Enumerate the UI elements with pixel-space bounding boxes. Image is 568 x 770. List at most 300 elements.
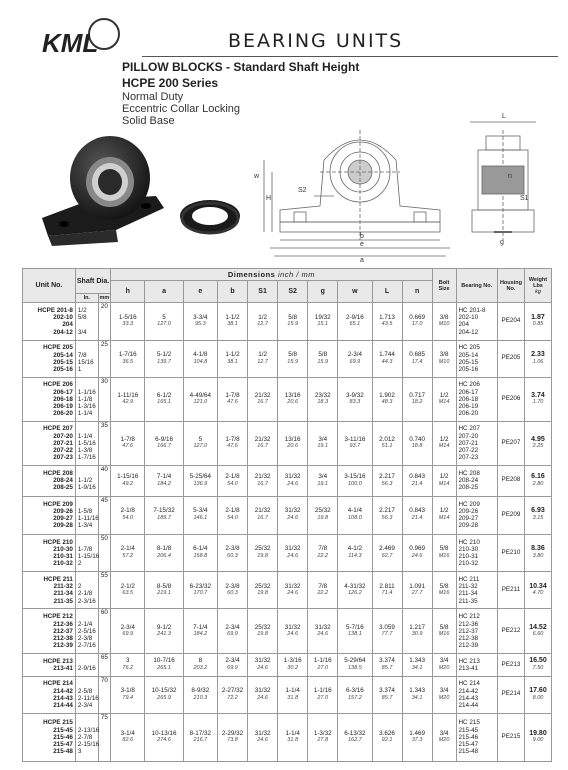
dim-inch: 31/32 <box>284 623 301 631</box>
bearing-no-cell-line: 210-32 <box>458 560 479 568</box>
dim-mm: 38.1 <box>227 321 238 328</box>
dim-mm: 18.8 <box>411 443 423 450</box>
shaft-inch-cell-line <box>78 381 98 388</box>
shaft-inch-cell-line: 1-5/8 <box>77 507 93 515</box>
dim-mm: 71.4 <box>381 590 393 597</box>
title-rule <box>142 56 558 57</box>
dim-inch: 3.374 <box>379 687 395 695</box>
dim-inch: 1.343 <box>409 657 425 665</box>
housing-no-cell: PE214 <box>497 676 524 713</box>
unit-no-cell-line: HCPE 208 <box>43 469 73 477</box>
dim-inch: 2-1/8 <box>120 507 135 515</box>
col-e: e <box>183 281 217 303</box>
dim-mm: 65.1 <box>349 321 361 328</box>
table-row <box>23 340 552 377</box>
dim-e-cell <box>183 303 217 341</box>
dim-g-cell <box>308 572 338 609</box>
dim-s1-cell <box>248 676 278 713</box>
bearing-no-cell-line: HC 214 <box>458 680 480 688</box>
dim-mm: 24.6 <box>287 590 299 597</box>
unit-no-cell-line: 211-34 <box>53 590 73 598</box>
dim-inch: 1-11/16 <box>117 391 139 399</box>
dim-e-cell <box>183 465 217 496</box>
dim-inch: 2-1/2 <box>120 582 135 590</box>
bolt-size-cell <box>432 713 456 761</box>
col-g: g <box>308 281 338 303</box>
housing-no-cell: PE204 <box>497 303 524 341</box>
col-weight: Weight Lbs kg <box>524 269 551 303</box>
dim-inch: 5 <box>162 313 166 321</box>
dim-mm: 19.8 <box>317 515 329 522</box>
dim-inch: 4-31/32 <box>344 582 366 590</box>
dim-s1-cell <box>248 534 278 572</box>
shaft-inch-cell-line <box>78 539 98 546</box>
dim-mm: 36.5 <box>122 358 134 365</box>
dim-mm: 21.4 <box>411 480 423 487</box>
dim-mm: 15.9 <box>287 321 299 328</box>
shaft-inch-cell-line: 2-1/4 <box>77 620 93 628</box>
unit-no-cell <box>23 713 76 761</box>
dim-inch: 2-3/4 <box>347 351 363 359</box>
dim-mm: 83.3 <box>349 399 361 406</box>
dim-s2-cell <box>278 496 308 534</box>
bearing-no-cell-line: 207-23 <box>458 454 479 462</box>
dim-mm: 136.9 <box>193 480 208 487</box>
dim-label-S2: S2 <box>298 187 307 194</box>
bolt-size-cell <box>432 465 456 496</box>
dim-inch: 3/4 <box>318 472 328 480</box>
dim-inch: 19/32 <box>314 313 331 321</box>
dim-inch: 10-15/32 <box>151 687 177 695</box>
bearing-no-cell-line: 204-12 <box>458 328 479 336</box>
dim-mm: 265.9 <box>157 694 171 701</box>
dim-inch: 8-17/32 <box>189 729 212 737</box>
dim-inch: 1-7/8 <box>225 435 240 443</box>
dim-mm: 93.7 <box>349 443 361 450</box>
dim-mm: 63.5 <box>122 590 134 597</box>
col-s2: S2 <box>278 281 308 303</box>
dim-inch: 5-3/4 <box>193 507 208 515</box>
dim-label-e: e <box>360 241 364 248</box>
dim-inch: 1-7/8 <box>225 391 240 399</box>
shaft-inch-cell-line: 1-1/16 <box>77 388 96 396</box>
shaft-inch-cell <box>75 303 98 341</box>
dim-inch: 2-27/32 <box>221 687 244 695</box>
dim-mm: 241.3 <box>157 631 171 638</box>
bearing-no-cell-line: 211-32 <box>458 583 478 591</box>
bearing-no-cell-line: HC 215 <box>458 719 480 727</box>
bolt-size-cell <box>432 676 456 713</box>
shaft-inch-cell-line <box>78 425 98 432</box>
dim-b-cell <box>217 496 247 534</box>
dim-inch: 21/32 <box>254 435 271 443</box>
shaft-inch-cell-line: 2-3/4 <box>77 702 93 710</box>
dim-inch: 2-3/4 <box>225 623 240 631</box>
weight-kg: 2.80 <box>532 480 544 487</box>
dim-mm: 24.6 <box>287 515 299 522</box>
dim-h-cell <box>111 303 145 341</box>
shaft-inch-cell-line: 1-3/16 <box>77 402 96 410</box>
dim-s2-cell <box>278 465 308 496</box>
dim-inch: 0.669 <box>409 313 425 321</box>
dim-L-cell <box>372 340 402 377</box>
dim-L-cell <box>372 676 402 713</box>
dim-mm: 56.3 <box>381 515 393 522</box>
dim-n-cell <box>402 421 432 465</box>
dim-label-S1: S1 <box>520 195 529 202</box>
housing-no-cell: PE209 <box>497 496 524 534</box>
col-unit-no: Unit No. <box>23 269 76 303</box>
dim-inch: 1-1/4 <box>285 729 300 737</box>
dim-e-cell <box>183 340 217 377</box>
bearing-no-cell-line: HC 201-8 <box>458 307 486 315</box>
bolt-inch: 3/4 <box>439 729 449 737</box>
weight-kg: 2.25 <box>532 443 544 450</box>
dim-inch: 3/4 <box>318 435 328 443</box>
dimension-drawing <box>250 100 558 262</box>
dim-inch: 1.343 <box>409 687 425 695</box>
dim-a-cell <box>145 303 183 341</box>
dim-n-cell <box>402 572 432 609</box>
dim-label-L: L <box>502 113 506 120</box>
dim-mm: 24.6 <box>257 737 268 744</box>
dim-inch: 0.969 <box>409 545 425 553</box>
dim-b-cell <box>217 572 247 609</box>
shaft-inch-cell-line <box>78 658 98 665</box>
dim-s1-cell <box>248 609 278 654</box>
shaft-inch-cell-line: 1/2 <box>77 307 87 315</box>
bearing-no-cell <box>456 377 497 421</box>
weight-kg: 6.60 <box>532 631 544 638</box>
shaft-mm-cell: 75 <box>98 713 110 761</box>
dim-inch: 3-9/32 <box>345 391 364 399</box>
bolt-metric: M20 <box>438 665 450 672</box>
dim-mm: 166.7 <box>157 443 171 450</box>
bearing-no-cell-line: 206-17 <box>458 388 479 396</box>
dim-b-cell <box>217 340 247 377</box>
bolt-inch: 1/2 <box>439 391 449 399</box>
bearing-no-cell-line: 209-26 <box>458 507 479 515</box>
col-L: L <box>372 281 402 303</box>
shaft-inch-cell-line: 2-13/16 <box>77 726 100 734</box>
shaft-inch-cell <box>75 572 98 609</box>
dim-mm: 60.3 <box>227 590 238 597</box>
shaft-inch-cell-line <box>78 321 98 328</box>
dim-inch: 25/32 <box>254 545 271 553</box>
dim-s2-cell <box>278 572 308 609</box>
dim-mm: 17.4 <box>411 358 423 365</box>
dim-b-cell <box>217 713 247 761</box>
unit-no-cell-line: 210-31 <box>53 552 73 560</box>
shaft-inch-cell-line: 1-3/4 <box>77 522 93 530</box>
weight-cell <box>524 421 551 465</box>
dim-mm: 82.6 <box>122 737 134 744</box>
housing-no-cell: PE215 <box>497 713 524 761</box>
dim-n-cell <box>402 654 432 677</box>
dim-mm: 114.3 <box>348 552 362 559</box>
col-dimensions: Dimensions inch / mm <box>111 269 433 281</box>
dim-mm: 27.7 <box>411 590 423 597</box>
unit-no-cell <box>23 654 76 677</box>
dim-mm: 72.2 <box>227 694 238 701</box>
dim-mm: 16.7 <box>257 443 268 450</box>
dim-inch: 5/8 <box>288 351 298 359</box>
dim-mm: 43.5 <box>381 321 393 328</box>
bearing-no-cell-line: 209-27 <box>458 515 479 523</box>
unit-no-cell-line: 204-12 <box>53 328 73 336</box>
shaft-inch-cell <box>75 676 98 713</box>
dim-inch: 1-5/16 <box>118 313 137 321</box>
shaft-inch-cell-line: 7/8 <box>77 351 87 359</box>
dim-mm: 33.3 <box>122 321 134 328</box>
weight-lbs: 1.87 <box>531 313 545 321</box>
bolt-metric: M16 <box>438 590 450 597</box>
bearing-no-cell-line: 214-44 <box>458 702 479 710</box>
dim-s1-cell <box>248 572 278 609</box>
dim-inch: 7/8 <box>318 582 328 590</box>
shaft-inch-cell-line: 1 <box>77 366 82 374</box>
dim-w-cell <box>338 534 372 572</box>
dim-mm: 27.0 <box>317 694 329 701</box>
bearing-no-cell-line: HC 208 <box>458 469 480 477</box>
dim-mm: 54.0 <box>122 515 134 522</box>
dim-w-cell <box>338 496 372 534</box>
shaft-mm-cell: 20 <box>98 303 110 341</box>
dim-inch: 5-25/64 <box>189 472 212 480</box>
shaft-inch-cell-line: 1-7/8 <box>77 545 93 553</box>
dim-mm: 19.1 <box>317 443 329 450</box>
table-row <box>23 465 552 496</box>
dim-b-cell <box>217 609 247 654</box>
dim-b-cell <box>217 676 247 713</box>
dim-inch: 31/32 <box>284 472 301 480</box>
dim-g-cell <box>308 609 338 654</box>
bolt-inch: 3/4 <box>439 657 449 665</box>
col-in: In. <box>75 294 98 303</box>
dim-s2-cell <box>278 713 308 761</box>
spec-table <box>22 268 552 762</box>
dim-s2-cell <box>278 421 308 465</box>
dim-inch: 5/8 <box>288 313 298 321</box>
shaft-inch-cell-line: 2-15/16 <box>77 740 100 748</box>
table-row <box>23 421 552 465</box>
dim-inch: 31/32 <box>284 545 301 553</box>
bearing-no-cell <box>456 340 497 377</box>
dim-inch: 1-7/8 <box>120 435 135 443</box>
dim-inch: 21/32 <box>254 472 271 480</box>
dim-mm: 15.9 <box>317 358 329 365</box>
weight-lbs: 6.93 <box>531 507 545 515</box>
shaft-inch-cell-line: 1-1/2 <box>77 477 93 485</box>
dim-label-H: H <box>266 195 272 202</box>
bearing-no-cell-line: 212-37 <box>458 627 479 635</box>
shaft-inch-cell-line: 1-3/8 <box>77 446 93 454</box>
dim-a-cell <box>145 496 183 534</box>
dim-mm: 24.6 <box>287 552 299 559</box>
shaft-mm-cell: 30 <box>98 377 110 421</box>
shaft-inch-cell-line: 1-1/4 <box>77 410 93 418</box>
dim-w-cell <box>338 421 372 465</box>
dim-s2-cell <box>278 534 308 572</box>
bearing-no-cell-line: 208-24 <box>458 477 479 485</box>
weight-cell <box>524 534 551 572</box>
bolt-inch: 1/2 <box>439 435 449 443</box>
bearing-no-cell-line: 211-34 <box>458 590 478 598</box>
shaft-inch-cell-line <box>78 501 98 508</box>
unit-no-cell-line: 205-14 <box>53 351 73 359</box>
shaft-inch-cell-line: 1-1/8 <box>77 395 93 403</box>
dim-inch: 6-3/16 <box>345 687 364 695</box>
table-row <box>23 676 552 713</box>
dim-s1-cell <box>248 713 278 761</box>
product-heading: PILLOW BLOCKS - Standard Shaft Height <box>122 60 360 74</box>
bearing-no-cell-line: 205-15 <box>458 358 479 366</box>
table-row <box>23 609 552 654</box>
unit-no-cell-line: 205-16 <box>53 366 73 374</box>
bearing-no-cell-line: 207-20 <box>458 432 479 440</box>
unit-no-cell-line: HCPE 209 <box>43 500 73 508</box>
unit-no-cell <box>23 676 76 713</box>
dim-mm: 170.7 <box>193 590 208 597</box>
housing-no-cell: PE210 <box>497 534 524 572</box>
product-series: HCPE 200 Series <box>122 76 219 90</box>
weight-lbs: 10.34 <box>529 582 547 590</box>
bolt-metric: M14 <box>438 443 450 450</box>
shaft-inch-cell-line: 1-1/4 <box>77 432 93 440</box>
dim-L-cell <box>372 496 402 534</box>
feature-solid-base: Solid Base <box>122 115 175 127</box>
bearing-no-cell-line: 207-21 <box>458 439 479 447</box>
col-bearing-no: Bearing No. <box>456 269 497 303</box>
bolt-metric: M16 <box>438 552 450 559</box>
dim-mm: 24.6 <box>257 694 268 701</box>
weight-kg: 8.00 <box>532 694 544 701</box>
dim-inch: 8-9/32 <box>191 687 210 695</box>
housing-no-cell: PE211 <box>497 572 524 609</box>
dim-a-cell <box>145 676 183 713</box>
dim-mm: 138.1 <box>348 631 362 638</box>
unit-no-cell-line: 214-44 <box>53 702 73 710</box>
dim-mm: 121.0 <box>193 399 208 406</box>
dim-mm: 24.6 <box>287 480 299 487</box>
dim-inch: 3-1/8 <box>120 687 135 695</box>
dim-inch: 8-1/8 <box>156 545 172 553</box>
bearing-no-cell <box>456 654 497 677</box>
dim-mm: 189.7 <box>157 515 171 522</box>
unit-no-cell-line: 205-15 <box>53 358 73 366</box>
dim-h-cell <box>111 534 145 572</box>
spec-table-body <box>23 303 552 762</box>
weight-cell <box>524 465 551 496</box>
table-row <box>23 496 552 534</box>
dim-mm: 19.8 <box>257 552 268 559</box>
dim-mm: 24.6 <box>257 665 268 672</box>
dim-w-cell <box>338 377 372 421</box>
unit-no-cell <box>23 496 76 534</box>
bolt-inch: 3/4 <box>439 687 449 695</box>
dim-mm: 138.5 <box>348 665 362 672</box>
shaft-inch-cell-line: 1-11/16 <box>77 515 99 523</box>
col-b: b <box>217 281 247 303</box>
dim-inch: 1-1/2 <box>225 313 240 321</box>
unit-no-cell-line: HCPE 201-8 <box>37 307 73 315</box>
bearing-no-cell-line: HC 207 <box>458 425 480 433</box>
dim-inch: 5-29/64 <box>344 657 366 665</box>
dim-a-cell <box>145 377 183 421</box>
dim-mm: 44.3 <box>381 358 393 365</box>
unit-no-cell-line: HCPE 213 <box>43 657 73 665</box>
dim-a-cell <box>145 572 183 609</box>
dim-h-cell <box>111 609 145 654</box>
weight-cell <box>524 676 551 713</box>
bearing-no-cell-line: HC 205 <box>458 344 480 352</box>
bearing-no-cell-line: HC 211 <box>458 575 480 583</box>
table-row <box>23 654 552 677</box>
weight-lbs: 14.52 <box>529 623 547 631</box>
bolt-size-cell <box>432 496 456 534</box>
dim-mm: 165.1 <box>157 399 171 406</box>
bearing-no-cell-line: 210-30 <box>458 545 479 553</box>
unit-no-cell-line: 210-30 <box>53 545 73 553</box>
dim-inch: 3-3/4 <box>193 313 208 321</box>
bolt-metric: M14 <box>438 399 450 406</box>
unit-no-cell <box>23 421 76 465</box>
dim-mm: 38.1 <box>227 358 238 365</box>
bearing-no-cell-line: 215-47 <box>458 740 479 748</box>
bearing-no-cell-line: 214-43 <box>458 694 479 702</box>
shaft-inch-cell-line <box>78 719 98 726</box>
col-bolt-size: Bolt Size <box>432 269 456 303</box>
dim-g-cell <box>308 496 338 534</box>
weight-cell <box>524 496 551 534</box>
dim-inch: 2.217 <box>379 472 395 480</box>
dim-inch: 3-1/4 <box>120 729 135 737</box>
dim-g-cell <box>308 534 338 572</box>
dim-inch: 5/8 <box>318 351 328 359</box>
dim-mm: 79.4 <box>122 694 134 701</box>
dim-mm: 48.3 <box>381 399 393 406</box>
unit-no-cell-line: 209-27 <box>53 515 73 523</box>
housing-no-cell: PE206 <box>497 377 524 421</box>
shaft-mm-cell: 60 <box>98 609 110 654</box>
bolt-metric: M10 <box>438 321 450 328</box>
dim-a-cell <box>145 713 183 761</box>
unit-no-cell <box>23 609 76 654</box>
dim-h-cell <box>111 572 145 609</box>
dim-inch: 1/2 <box>258 313 267 321</box>
dim-mm: 108.0 <box>348 515 362 522</box>
bolt-inch: 3/8 <box>439 351 449 359</box>
dim-g-cell <box>308 465 338 496</box>
bolt-size-cell <box>432 377 456 421</box>
unit-no-cell-line: 208-25 <box>53 484 73 492</box>
dim-inch: 31/32 <box>284 582 301 590</box>
shaft-inch-cell <box>75 713 98 761</box>
shaft-inch-cell-line: 2-5/8 <box>77 687 93 695</box>
unit-no-cell-line: 212-39 <box>53 642 73 650</box>
shaft-inch-cell-line: 2-7/16 <box>77 642 96 650</box>
weight-cell <box>524 340 551 377</box>
feature-normal-duty: Normal Duty <box>122 91 184 103</box>
dim-inch: 1-3/16 <box>283 657 302 665</box>
shaft-inch-cell-line: 2-1/8 <box>77 590 93 598</box>
dim-mm: 16.7 <box>257 515 268 522</box>
bolt-size-cell <box>432 609 456 654</box>
bolt-metric: M14 <box>438 480 450 487</box>
dim-inch: 9-1/2 <box>156 623 172 631</box>
dim-inch: 25/32 <box>254 582 271 590</box>
dim-label-b: b <box>360 233 364 240</box>
